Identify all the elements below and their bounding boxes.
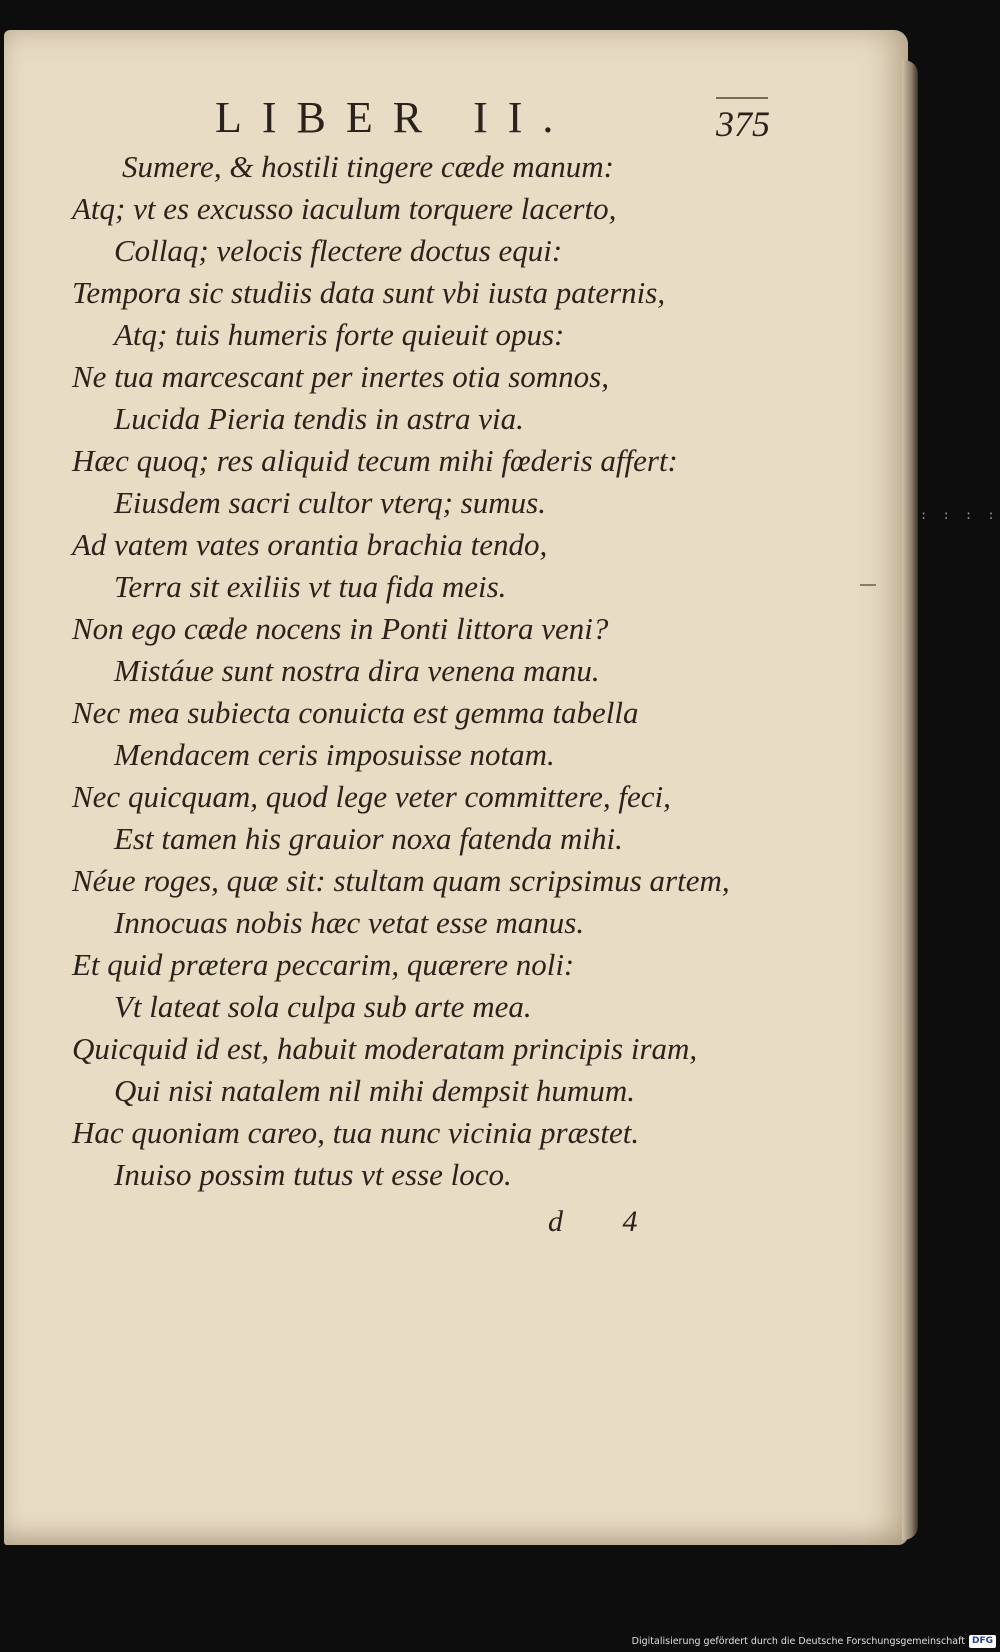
verse-line: Tempora sic studiis data sunt vbi iusta paternis, (72, 275, 666, 310)
margin-dash (860, 584, 876, 586)
verse-line: Qui nisi natalem nil mihi dempsit humum. (114, 1073, 635, 1108)
verse-line: Mendacem ceris imposuisse notam. (114, 737, 555, 772)
verse-line: Eiusdem sacri cultor vterq; sumus. (114, 485, 546, 520)
verse-line: Nec mea subiecta conuicta est gemma tabella (72, 695, 639, 730)
verse-line: Atq; tuis humeris forte quieuit opus: (114, 317, 565, 352)
verse-line: Nec quicquam, quod lege veter committere, feci, (72, 779, 671, 814)
verse-line: Terra sit exiliis vt tua fida meis. (114, 569, 507, 604)
verse-line: Lucida Pieria tendis in astra via. (114, 401, 524, 436)
verse-line: Ad vatem vates orantia brachia tendo, (72, 527, 548, 562)
verse-line: Hac quoniam careo, tua nunc vicinia præstet. (72, 1115, 640, 1150)
verse-line: Non ego cæde nocens in Ponti littora veni? (72, 611, 609, 646)
verse-line: Hæc quoq; res aliquid tecum mihi fœderis affert: (72, 443, 678, 478)
verse-line: Inuiso possim tutus vt esse loco. (114, 1157, 512, 1192)
digitization-credit (632, 1635, 996, 1648)
verse-line: Néue roges, quæ sit: stultam quam scripsimus artem, (72, 863, 730, 898)
credit-text: Digitalisierung gefördert durch die Deutsche Forschungsgemeinschaft (631, 1636, 965, 1647)
verse-line: Est tamen his grauior noxa fatenda mihi. (114, 821, 623, 856)
verse-line: Ne tua marcescant per inertes otia somnos, (72, 359, 609, 394)
running-title: LIBER II. (215, 93, 574, 142)
verse-block (72, 146, 792, 1196)
fold-marks: : : : : (920, 508, 999, 522)
page-edge (902, 60, 918, 1540)
page-number: 375 (716, 104, 770, 144)
signature-mark: d 4 (548, 1205, 664, 1238)
dfg-logo: DFG (969, 1635, 996, 1648)
verse-line: Sumere, & hostili tingere cæde manum: (122, 149, 614, 184)
verse-line: Et quid prætera peccarim, quærere noli: (72, 947, 575, 982)
verse-line: Atq; vt es excusso iaculum torquere lacerto, (72, 191, 617, 226)
verse-line: Quicquid id est, habuit moderatam principis iram, (72, 1031, 698, 1066)
verse-line: Vt lateat sola culpa sub arte mea. (114, 989, 532, 1024)
verse-line: Collaq; velocis flectere doctus equi: (114, 233, 563, 268)
verse-line: Mistáue sunt nostra dira venena manu. (114, 653, 600, 688)
verse-line: Innocuas nobis hæc vetat esse manus. (114, 905, 585, 940)
